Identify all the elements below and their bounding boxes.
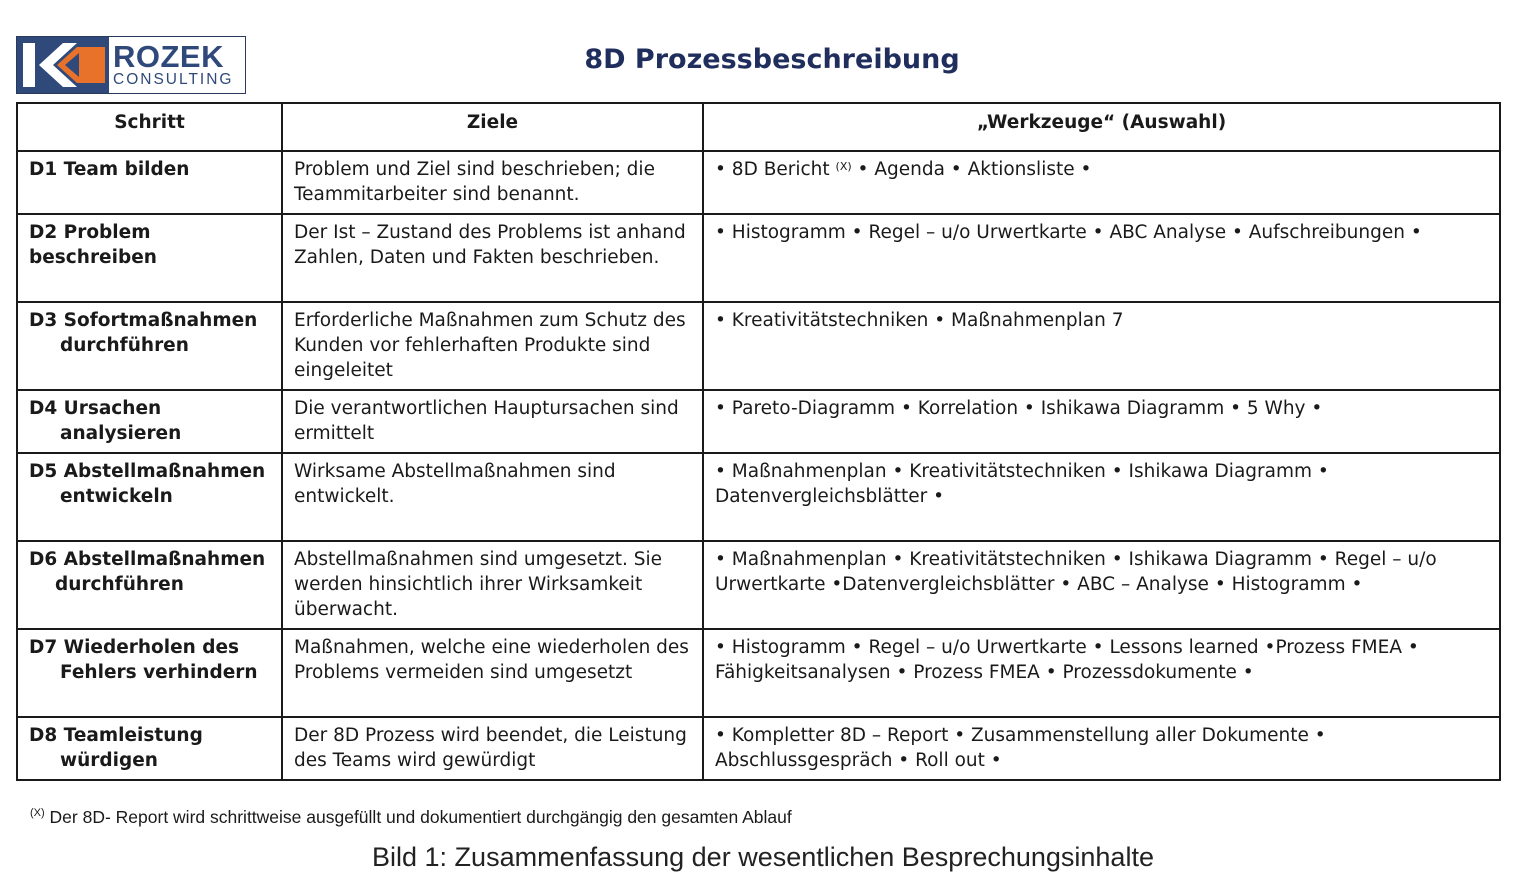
step-label: D1 Team bilden: [29, 159, 190, 180]
tools-cell: [703, 453, 1500, 541]
step-cell: [17, 390, 282, 453]
goal-cell: Der 8D Prozess wird beendet, die Leistung des Teams wird gewürdigt: [282, 717, 703, 780]
step-cell: [17, 629, 282, 717]
table-row: [17, 629, 1500, 717]
step-label-line2: durchführen: [60, 335, 189, 356]
step-label: D3 Sofortmaßnahmen: [29, 310, 258, 331]
step-cell: [17, 717, 282, 780]
page-title: 8D Prozessbeschreibung: [584, 44, 960, 75]
tools-text-cont: • Agenda • Aktionsliste •: [851, 159, 1092, 180]
footnote-marker: (X): [835, 160, 852, 173]
table-header-row: [17, 103, 1500, 151]
goal-cell: Der Ist – Zustand des Problems ist anhand Zahlen, Daten und Fakten beschrieben.: [282, 214, 703, 302]
tools-text: • Maßnahmenplan • Kreativitätstechniken • Ishikawa Diagramm • Datenvergleichsblätter •: [715, 461, 1329, 507]
tools-text: • Pareto-Diagramm • Korrelation • Ishikawa Diagramm • 5 Why •: [715, 398, 1323, 419]
tools-cell: [703, 541, 1500, 629]
table-row: [17, 390, 1500, 453]
goal-cell: Problem und Ziel sind beschrieben; die Teammitarbeiter sind benannt.: [282, 151, 703, 214]
table-row: [17, 541, 1500, 629]
table-row: [17, 302, 1500, 390]
step-label-line2: analysieren: [60, 423, 182, 444]
goal-cell: Wirksame Abstellmaßnahmen sind entwickelt.: [282, 453, 703, 541]
tools-text: • 8D Bericht: [715, 159, 836, 180]
footnote-marker: (X): [30, 807, 45, 819]
table-row: [17, 453, 1500, 541]
step-label-line2: entwickeln: [60, 486, 173, 507]
table-row: [17, 151, 1500, 214]
tools-cell: [703, 629, 1500, 717]
step-cell: [17, 541, 282, 629]
footnote: [30, 807, 792, 828]
step-cell: [17, 214, 282, 302]
tools-cell: [703, 214, 1500, 302]
step-cell: [17, 453, 282, 541]
tools-cell: [703, 717, 1500, 780]
tools-text: • Histogramm • Regel – u/o Urwertkarte • Lessons learned •Prozess FMEA • Fähigkeitsanalysen • Prozess FMEA • Prozessdokumente •: [715, 637, 1419, 683]
step-label: D5 Abstellmaßnahmen: [29, 461, 266, 482]
logo-name: ROZEK: [113, 39, 224, 74]
footnote-text: Der 8D- Report wird schrittweise ausgefüllt und dokumentiert durchgängig den gesamten Ablauf: [44, 807, 792, 827]
step-cell: [17, 151, 282, 214]
figure-caption: Bild 1: Zusammenfassung der wesentlichen Besprechungsinhalte: [372, 842, 1154, 872]
step-label: D2 Problem beschreiben: [29, 222, 157, 268]
table-row: [17, 214, 1500, 302]
step-cell: [17, 302, 282, 390]
tools-cell: [703, 302, 1500, 390]
step-label-line2: würdigen: [60, 750, 158, 771]
step-label: D4 Ursachen: [29, 398, 162, 419]
goal-cell: Maßnahmen, welche eine wiederholen des Problems vermeiden sind umgesetzt: [282, 629, 703, 717]
table-row: [17, 717, 1500, 780]
step-label: D7 Wiederholen des: [29, 637, 240, 658]
column-header-tools: „Werkzeuge“ (Auswahl): [703, 103, 1500, 151]
goal-cell: Die verantwortlichen Hauptursachen sind ermittelt: [282, 390, 703, 453]
tools-cell: [703, 151, 1500, 214]
tools-text: • Histogramm • Regel – u/o Urwertkarte • ABC Analyse • Aufschreibungen •: [715, 222, 1422, 243]
tools-text: • Maßnahmenplan • Kreativitätstechniken • Ishikawa Diagramm • Regel – u/o Urwertkarte •Datenvergleichsblätter • ABC – Analyse • Histogramm •: [715, 549, 1437, 595]
column-header-step: Schritt: [17, 103, 282, 151]
goal-cell: Abstellmaßnahmen sind umgesetzt. Sie werden hinsichtlich ihrer Wirksamkeit überwacht.: [282, 541, 703, 629]
process-table: [16, 102, 1501, 781]
step-label: D6 Abstellmaßnahmen: [29, 549, 266, 570]
goal-cell: Erforderliche Maßnahmen zum Schutz des Kunden vor fehlerhaften Produkte sind eingeleitet: [282, 302, 703, 390]
step-label-line2: durchführen: [55, 574, 184, 595]
step-label-line2: Fehlers verhindern: [60, 662, 258, 683]
tools-text: • Kompletter 8D – Report • Zusammenstellung aller Dokumente • Abschlussgespräch • Roll out •: [715, 725, 1326, 771]
step-label: D8 Teamleistung: [29, 725, 203, 746]
tools-cell: [703, 390, 1500, 453]
column-header-goals: Ziele: [282, 103, 703, 151]
tools-text: • Kreativitätstechniken • Maßnahmenplan 7: [715, 310, 1124, 331]
logo-subtitle: CONSULTING: [113, 71, 234, 88]
